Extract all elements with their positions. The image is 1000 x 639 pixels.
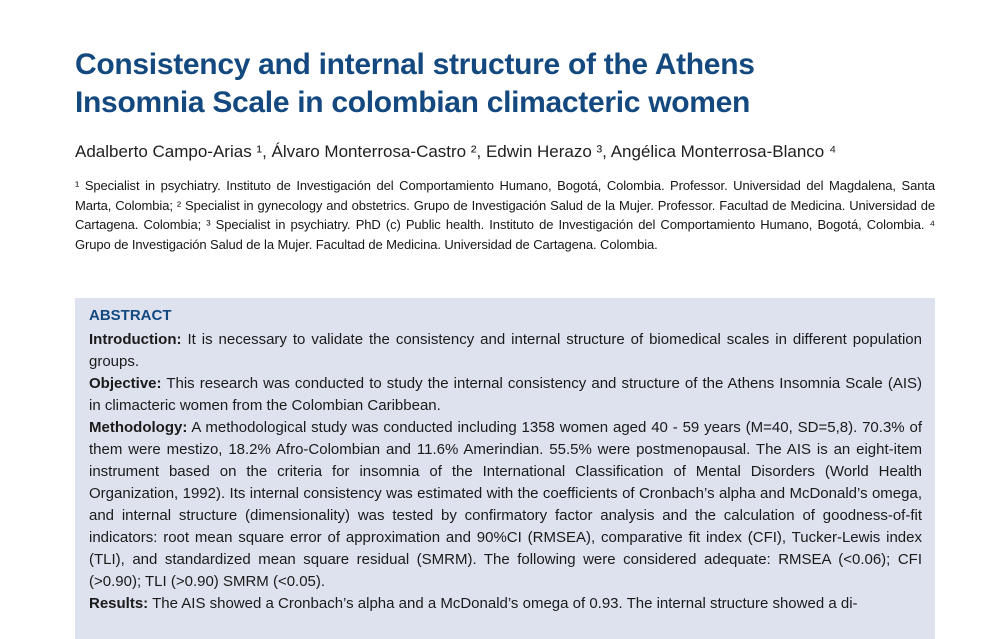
abstract-paragraph-introduction: [89, 329, 922, 373]
abstract-label-results: Results:: [89, 595, 149, 612]
affiliations-block: ¹ Specialist in psychiatry. Instituto de Investigación del Comportamiento Humano, Bogotá, Colombia. Professor. Universidad del Magdalena, Santa Marta, Colombia; ² Specialist in gynecology and obstetrics. Grupo de Investigación Salud de la Mujer. Professor. Facultad de Medicina. Universidad de Cartagena. Colombia; ³ Specialist in psychiatry. PhD (c) Public health. Instituto de Investigación del Comportamiento Humano, Bogotá, Colombia. ⁴ Grupo de Investigación Salud de la Mujer. Facultad de Medicina. Universidad de Cartagena. Colombia.: [75, 178, 935, 252]
paper-title-line-1: Consistency and internal structure of the Athens: [75, 48, 755, 81]
abstract-paragraph-results: [89, 593, 922, 615]
abstract-label-objective: Objective:: [89, 375, 162, 392]
abstract-label-introduction: Introduction:: [89, 331, 182, 348]
paper-title-line-2: Insomnia Scale in colombian climacteric women: [75, 86, 751, 119]
abstract-text-introduction: It is necessary to validate the consistency and internal structure of biomedical scales in different population groups.: [89, 331, 922, 370]
abstract-text-methodology: A methodological study was conducted including 1358 women aged 40 - 59 years (M=40, SD=5,8). 70.3% of them were mestizo, 18.2% Afro-Colombian and 11.6% Amerindian. 55.5% were postmenopausal. The AIS is an eight-item instrument based on the criteria for insomnia of the International Classification of Mental Disorders (World Health Organization, 1992). Its internal consistency was estimated with the coefficients of Cronbach’s alpha and McDonald’s omega, and internal structure (dimensionality) was tested by confirmatory factor analysis and the calculation of goodness-of-fit indicators: root mean square error of approximation and 90%CI (RMSEA), comparative fit index (CFI), Tucker-Lewis index (TLI), and standardized mean square residual (SMRM). The following were considered adequate: RMSEA (<0.06); CFI (>0.90); TLI (>0.90) SMRM (<0.05).: [89, 419, 922, 590]
abstract-paragraph-objective: [89, 373, 922, 417]
abstract-box: [75, 298, 935, 639]
paper-page: [75, 0, 935, 639]
abstract-label-methodology: Methodology:: [89, 419, 188, 436]
authors-line: Adalberto Campo-Arias ¹, Álvaro Monterrosa-Castro ², Edwin Herazo ³, Angélica Monterrosa-Blanco ⁴: [75, 142, 837, 161]
abstract-text-results: The AIS showed a Cronbach’s alpha and a McDonald’s omega of 0.93. The internal structure showed a di-: [152, 595, 858, 612]
paper-title: [75, 46, 935, 122]
abstract-text-objective: This research was conducted to study the internal consistency and structure of the Athens Insomnia Scale (AIS) in climacteric women from the Colombian Caribbean.: [89, 375, 923, 414]
abstract-heading: ABSTRACT: [89, 307, 172, 324]
abstract-paragraph-methodology: [89, 417, 922, 593]
